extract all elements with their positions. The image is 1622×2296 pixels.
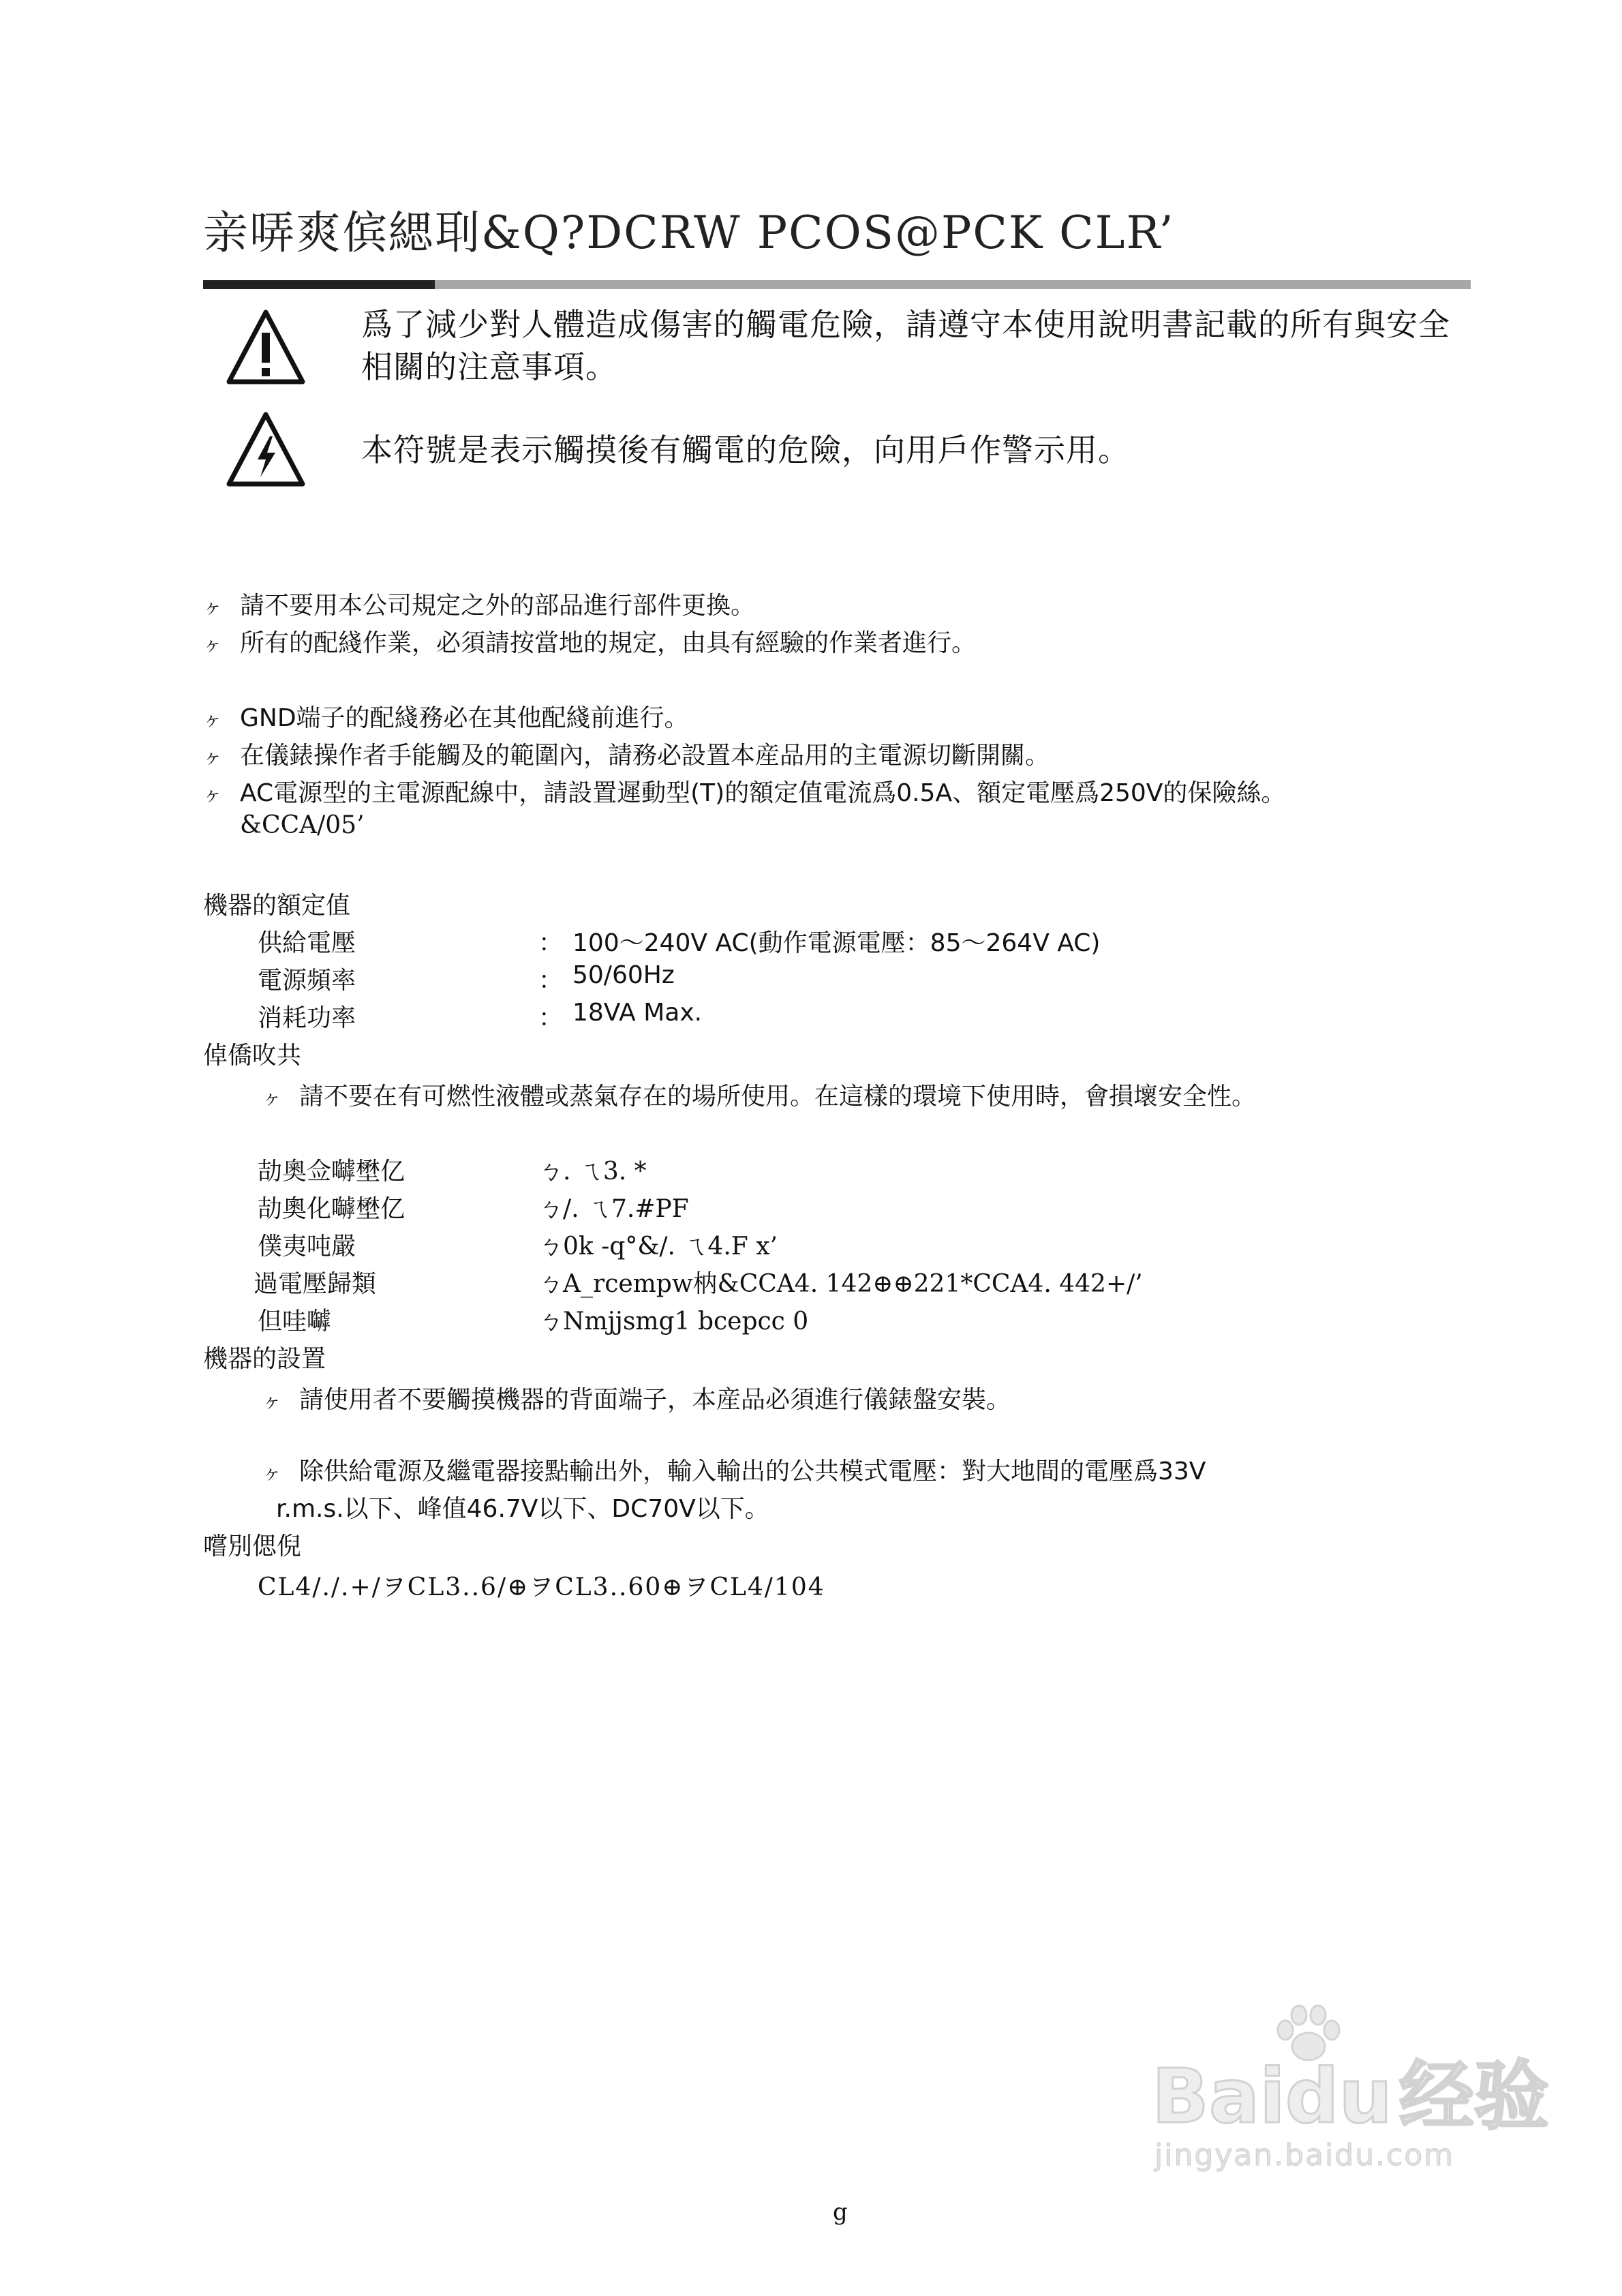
watermark-brand-2: du bbox=[1285, 2053, 1392, 2140]
note-item: ヶ 所有的配綫作業，必須請按當地的規定，由具有經驗的作業者進行。 bbox=[203, 629, 977, 657]
rating-colon: ： bbox=[538, 929, 564, 957]
env-value: ㄅA_rcempw枘&CCA4. 142⊕⊕221*CCA4. 442+/’ bbox=[538, 1270, 1143, 1298]
environment-heading: 倬僑呚共 bbox=[203, 1042, 302, 1070]
rating-value: 100～240V AC(動作電源電壓：85～264V AC) bbox=[572, 929, 1101, 957]
installation-note-continued: r.m.s.以下、峰值46.7V以下、DC70V以下。 bbox=[276, 1495, 769, 1523]
baidu-watermark bbox=[1152, 2004, 1574, 2173]
warning-text: 爲了減少對人體造成傷害的觸電危險，請遵守本使用說明書記載的所有與安全相關的注意事項。 bbox=[361, 306, 1450, 385]
bullet-mark: ヶ bbox=[203, 783, 223, 806]
rating-value: 18VA Max. bbox=[572, 999, 703, 1027]
electric-shock-icon bbox=[225, 409, 307, 491]
bullet-mark: ヶ bbox=[203, 708, 223, 731]
rating-value: 50/60Hz bbox=[572, 961, 675, 989]
rating-colon: ： bbox=[538, 967, 564, 995]
title-rule-light bbox=[435, 280, 1471, 289]
installation-heading: 機器的設置 bbox=[203, 1345, 326, 1373]
watermark-brand: Bai bbox=[1152, 2053, 1285, 2140]
note-item: ヶ 在儀錶操作者手能觸及的範圍內，請務必設置本産品用的主電源切斷開關。 bbox=[203, 742, 1050, 770]
page-title: 亲哢爽傧緦刵&Q?DCRW PCOS@PCK CLR’ bbox=[203, 207, 1175, 259]
watermark-url: jingyan.baidu.com bbox=[1154, 2138, 1455, 2173]
env-label: 但哇嚹 bbox=[258, 1308, 332, 1335]
watermark-product: 经验 bbox=[1398, 2053, 1549, 2140]
standards-text: CL4/./.+/ヲCL3..6/⊕ヲCL3..60⊕ヲCL4/104 bbox=[258, 1573, 825, 1601]
env-label: 僕夷吨嚴 bbox=[258, 1233, 356, 1260]
standards-heading: 嚐別偲倪 bbox=[203, 1532, 302, 1560]
bullet-mark: ヶ bbox=[203, 596, 223, 618]
page-number: g bbox=[833, 2199, 848, 2226]
env-label: 劼奧化嚹壄亿 bbox=[258, 1195, 406, 1223]
rating-colon: ： bbox=[538, 1004, 564, 1032]
ratings-heading: 機器的額定值 bbox=[203, 892, 351, 920]
bullet-mark: ヶ bbox=[262, 1390, 282, 1413]
env-value: ㄅ/. ㄟ7.#PF bbox=[538, 1195, 689, 1223]
rating-label: 電源頻率 bbox=[258, 967, 356, 995]
note-item: ヶ 請不要用本公司規定之外的部品進行部件更換。 bbox=[203, 592, 756, 620]
env-value: ㄅ. ㄟ3. * bbox=[538, 1158, 647, 1185]
title-rule-dark bbox=[203, 280, 435, 289]
note-item: ヶ GND端子的配綫務必在其他配綫前進行。 bbox=[203, 704, 689, 732]
env-value: ㄅNmjjsmg1 bcepcc 0 bbox=[538, 1308, 809, 1335]
env-value: ㄅ0k -q°&/. ㄟ4.F x’ bbox=[538, 1233, 778, 1260]
shock-warning-text: 本符號是表示觸摸後有觸電的危險，向用戶作警示用。 bbox=[361, 432, 1130, 468]
note-item: ヶ AC電源型的主電源配線中，請設置遲動型(T)的額定值電流爲0.5A、額定電壓爲250V的保險絲。 bbox=[203, 779, 1286, 807]
bullet-mark: ヶ bbox=[262, 1087, 282, 1109]
rating-label: 消耗功率 bbox=[258, 1004, 356, 1032]
fuse-model: &CCA/05’ bbox=[240, 811, 365, 839]
warning-icon bbox=[225, 307, 307, 389]
bullet-mark: ヶ bbox=[203, 746, 223, 768]
environment-note: ヶ 請不要在有可燃性液體或蒸氣存在的場所使用。在這樣的環境下使用時，會損壞安全性。 bbox=[262, 1083, 1257, 1111]
installation-note: ヶ 除供給電源及繼電器接點輸出外，輸入輸出的公共模式電壓：對大地間的電壓爲33V bbox=[262, 1457, 1206, 1485]
rating-label: 供給電壓 bbox=[258, 929, 356, 957]
bullet-mark: ヶ bbox=[203, 633, 223, 656]
installation-note: ヶ 請使用者不要觸摸機器的背面端子，本産品必須進行儀錶盤安裝。 bbox=[262, 1386, 1011, 1414]
env-label: 劼奧佥嚹壄亿 bbox=[258, 1158, 406, 1185]
bullet-mark: ヶ bbox=[262, 1462, 282, 1484]
env-label: 過電壓歸類 bbox=[254, 1270, 377, 1298]
